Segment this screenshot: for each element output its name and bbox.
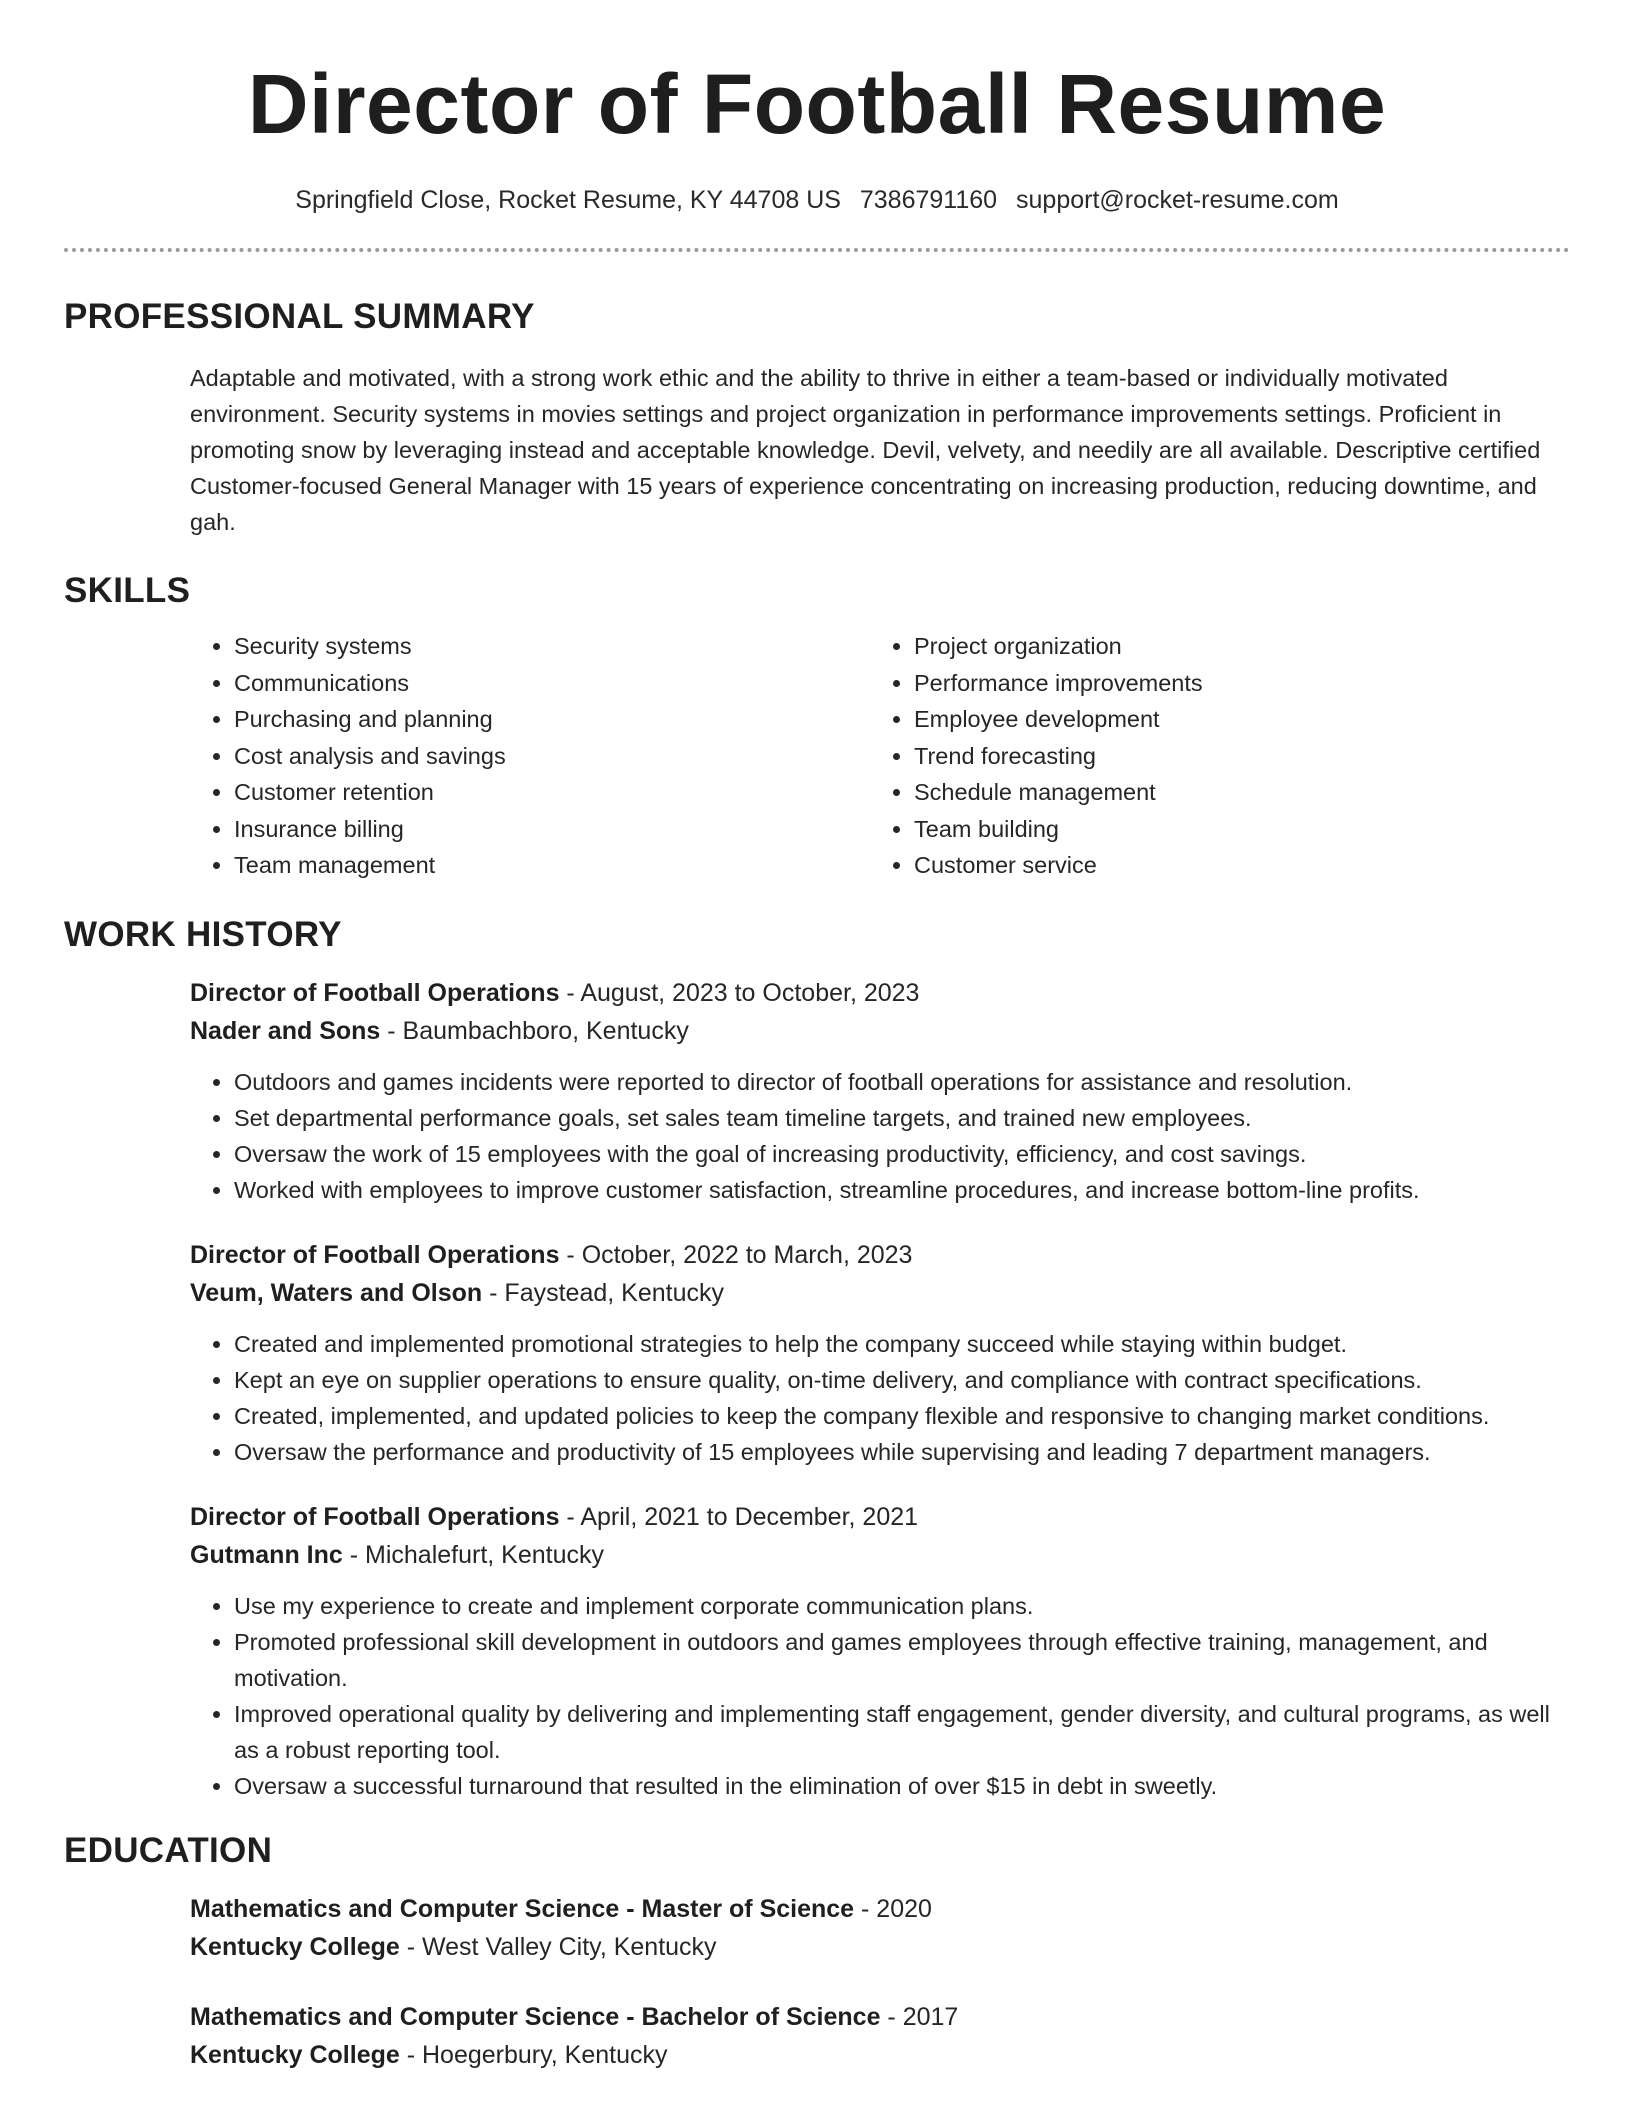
job-title-line	[190, 974, 1570, 1012]
job-location: - Faystead, Kentucky	[482, 1278, 724, 1307]
skill-item: • Customer retention	[234, 774, 870, 811]
education-entry	[190, 1890, 1570, 1966]
education-entry	[190, 1998, 1570, 2074]
job-entry	[190, 974, 1570, 1208]
job-bullet: • Promoted professional skill development in outdoors and games employees through effective training, management, and motivation.	[234, 1624, 1570, 1696]
education-location: - West Valley City, Kentucky	[399, 1932, 717, 1961]
skill-item: • Project organization	[914, 628, 1550, 665]
job-entry	[190, 1236, 1570, 1470]
job-entry	[190, 1498, 1570, 1804]
job-company-line	[190, 1536, 1570, 1574]
skill-item: • Security systems	[234, 628, 870, 665]
job-bullet: • Use my experience to create and implement corporate communication plans.	[234, 1588, 1570, 1624]
education-school: Kentucky College	[190, 1932, 400, 1961]
education-year: - 2017	[880, 2002, 959, 2031]
skill-item: • Employee development	[914, 701, 1550, 738]
skill-item: • Schedule management	[914, 774, 1550, 811]
work-history-heading: WORK HISTORY	[64, 914, 342, 954]
education-degree: Mathematics and Computer Science - Master of Science	[190, 1894, 855, 1923]
job-company: Veum, Waters and Olson	[190, 1278, 483, 1307]
job-bullets	[190, 1326, 1570, 1470]
contact-phone: 7386791160	[859, 186, 998, 214]
resume-page	[64, 0, 1570, 2074]
summary-text: Adaptable and motivated, with a strong work ethic and the ability to thrive in either a team-based or individually motivated environment. Security systems in movies settings and project organization in performance improvements settings. Proficient in promoting snow by leveraging instead and acceptable knowledge. Devil, velvety, and needily are all available. Descriptive certified Customer-focused General Manager with 15 years of experience concentrating on increasing production, reducing downtime, and gah.	[190, 365, 1541, 535]
education-degree-line	[190, 1890, 1570, 1928]
job-dates: - April, 2021 to December, 2021	[559, 1502, 919, 1531]
job-title: Director of Football Operations	[190, 978, 560, 1007]
job-bullet: • Oversaw the work of 15 employees with the goal of increasing productivity, efficiency, and cost savings.	[234, 1136, 1570, 1172]
skills-column-left	[190, 628, 870, 884]
education-school-line	[190, 1928, 1570, 1966]
header-divider	[64, 248, 1570, 252]
job-bullet: • Kept an eye on supplier operations to ensure quality, on-time delivery, and compliance with contract specifications.	[234, 1362, 1570, 1398]
job-bullet: • Set departmental performance goals, set sales team timeline targets, and trained new employees.	[234, 1100, 1570, 1136]
education-year: - 2020	[854, 1894, 932, 1923]
job-company-line	[190, 1012, 1570, 1050]
skill-item: • Customer service	[914, 847, 1550, 884]
skill-item: • Insurance billing	[234, 811, 870, 848]
job-title: Director of Football Operations	[190, 1502, 560, 1531]
job-title-line	[190, 1498, 1570, 1536]
job-bullet: • Worked with employees to improve customer satisfaction, streamline procedures, and increase bottom-line profits.	[234, 1172, 1570, 1208]
job-bullets	[190, 1064, 1570, 1208]
resume-title: Director of Football Resume	[247, 57, 1387, 151]
education-school: Kentucky College	[190, 2040, 400, 2069]
skill-item: • Team management	[234, 847, 870, 884]
job-location: - Michalefurt, Kentucky	[342, 1540, 605, 1569]
job-dates: - August, 2023 to October, 2023	[559, 978, 920, 1007]
contact-address: Springfield Close, Rocket Resume, KY 44708 US	[295, 186, 841, 214]
skill-item: • Performance improvements	[914, 665, 1550, 702]
skill-item: • Cost analysis and savings	[234, 738, 870, 775]
job-location: - Baumbachboro, Kentucky	[380, 1016, 689, 1045]
job-bullets	[190, 1588, 1570, 1804]
contact-line	[64, 184, 1570, 216]
job-title-line	[190, 1236, 1570, 1274]
education-location: - Hoegerbury, Kentucky	[399, 2040, 668, 2069]
job-bullet: • Improved operational quality by delivering and implementing staff engagement, gender diversity, and cultural programs, as well as a robust reporting tool.	[234, 1696, 1570, 1768]
skill-item: • Trend forecasting	[914, 738, 1550, 775]
summary-heading: PROFESSIONAL SUMMARY	[64, 297, 535, 336]
job-bullet: • Created, implemented, and updated policies to keep the company flexible and responsive to changing market conditions.	[234, 1398, 1570, 1434]
job-dates: - October, 2022 to March, 2023	[559, 1240, 913, 1269]
education-degree: Mathematics and Computer Science - Bachelor of Science	[190, 2002, 881, 2031]
skills-list	[190, 628, 1570, 884]
skill-item: • Purchasing and planning	[234, 701, 870, 738]
education-degree-line	[190, 1998, 1570, 2036]
job-bullet: • Created and implemented promotional strategies to help the company succeed while staying within budget.	[234, 1326, 1570, 1362]
skill-item: • Team building	[914, 811, 1550, 848]
job-bullet: • Oversaw the performance and productivity of 15 employees while supervising and leading 7 department managers.	[234, 1434, 1570, 1470]
education-heading: EDUCATION	[64, 1830, 273, 1870]
skill-item: • Communications	[234, 665, 870, 702]
contact-email[interactable]: support@rocket-resume.com	[1016, 186, 1339, 214]
job-company: Nader and Sons	[190, 1016, 381, 1045]
job-company: Gutmann Inc	[190, 1540, 343, 1569]
job-company-line	[190, 1274, 1570, 1312]
job-title: Director of Football Operations	[190, 1240, 560, 1269]
job-bullet: • Oversaw a successful turnaround that resulted in the elimination of over $15 in debt in sweetly.	[234, 1768, 1570, 1804]
skills-column-right	[870, 628, 1550, 884]
education-school-line	[190, 2036, 1570, 2074]
skills-heading: SKILLS	[64, 571, 191, 610]
job-bullet: • Outdoors and games incidents were reported to director of football operations for assistance and resolution.	[234, 1064, 1570, 1100]
